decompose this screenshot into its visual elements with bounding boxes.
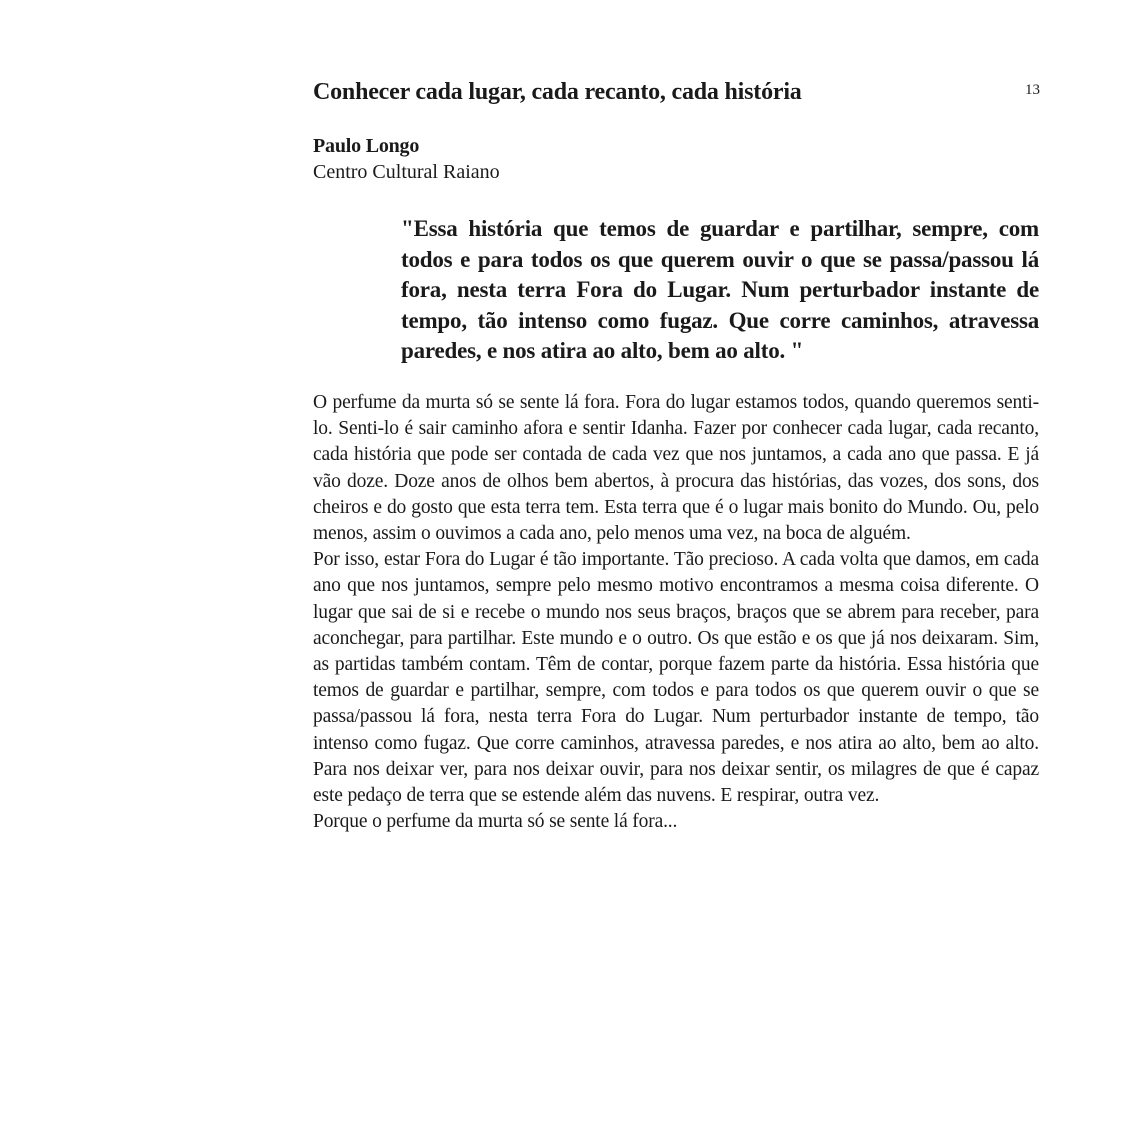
author-name: Paulo Longo [313, 135, 420, 157]
pull-quote: "Essa história que temos de guardar e partilhar, sempre, com todos e para todos os que querem ouvir o que se passa/passou lá fora, nesta terra Fora do Lugar. Num perturbador instante de tempo, tão intenso como fugaz. Que corre caminhos, atravessa paredes, e nos atira ao alto, bem ao alto. " [401, 216, 1039, 363]
article-title: Conhecer cada lugar, cada recanto, cada história [313, 79, 802, 105]
body-paragraph: O perfume da murta só se sente lá fora. Fora do lugar estamos todos, quando queremos senti-lo. Senti-lo é sair caminho afora e sentir Idanha. Fazer por conhecer cada lugar, cada recanto, cada história que pode ser contada de cada vez que nos juntamos, a cada ano que passa. E já vão doze. Doze anos de olhos bem abertos, à procura das histórias, das vozes, dos sons, dos cheiros e do gosto que esta terra tem. Esta terra que é o lugar mais bonito do Mundo. Ou, pelo menos, assim o ouvimos a cada ano, pelo menos uma vez, na boca de alguém. [313, 392, 1039, 545]
article-body [313, 390, 1039, 835]
body-paragraph: Por isso, estar Fora do Lugar é tão importante. Tão precioso. A cada volta que damos, em cada ano que nos juntamos, sempre pelo mesmo motivo encontramos a mesma coisa diferente. O lugar que sai de si e recebe o mundo nos seus braços, braços que se abrem para receber, para aconchegar, para partilhar. Este mundo e o outro. Os que estão e os que já nos deixaram. Sim, as partidas também contam. Têm de contar, porque fazem parte da história. Essa história que temos de guardar e partilhar, sempre, com todos e para todos os que querem ouvir o que se passa/passou lá fora, nesta terra Fora do Lugar. Num perturbador instante de tempo, tão intenso como fugaz. Que corre caminhos, atravessa paredes, e nos atira ao alto, bem ao alto. Para nos deixar ver, para nos deixar ouvir, para nos deixar sentir, os milagres de que é capaz este pedaço de terra que se estende além das nuvens. E respirar, outra vez. [313, 549, 1039, 807]
author-block [313, 133, 813, 185]
author-organization: Centro Cultural Raiano [313, 161, 500, 183]
body-paragraph: Porque o perfume da murta só se sente lá fora... [313, 811, 678, 833]
page-number: 13 [1025, 82, 1040, 98]
